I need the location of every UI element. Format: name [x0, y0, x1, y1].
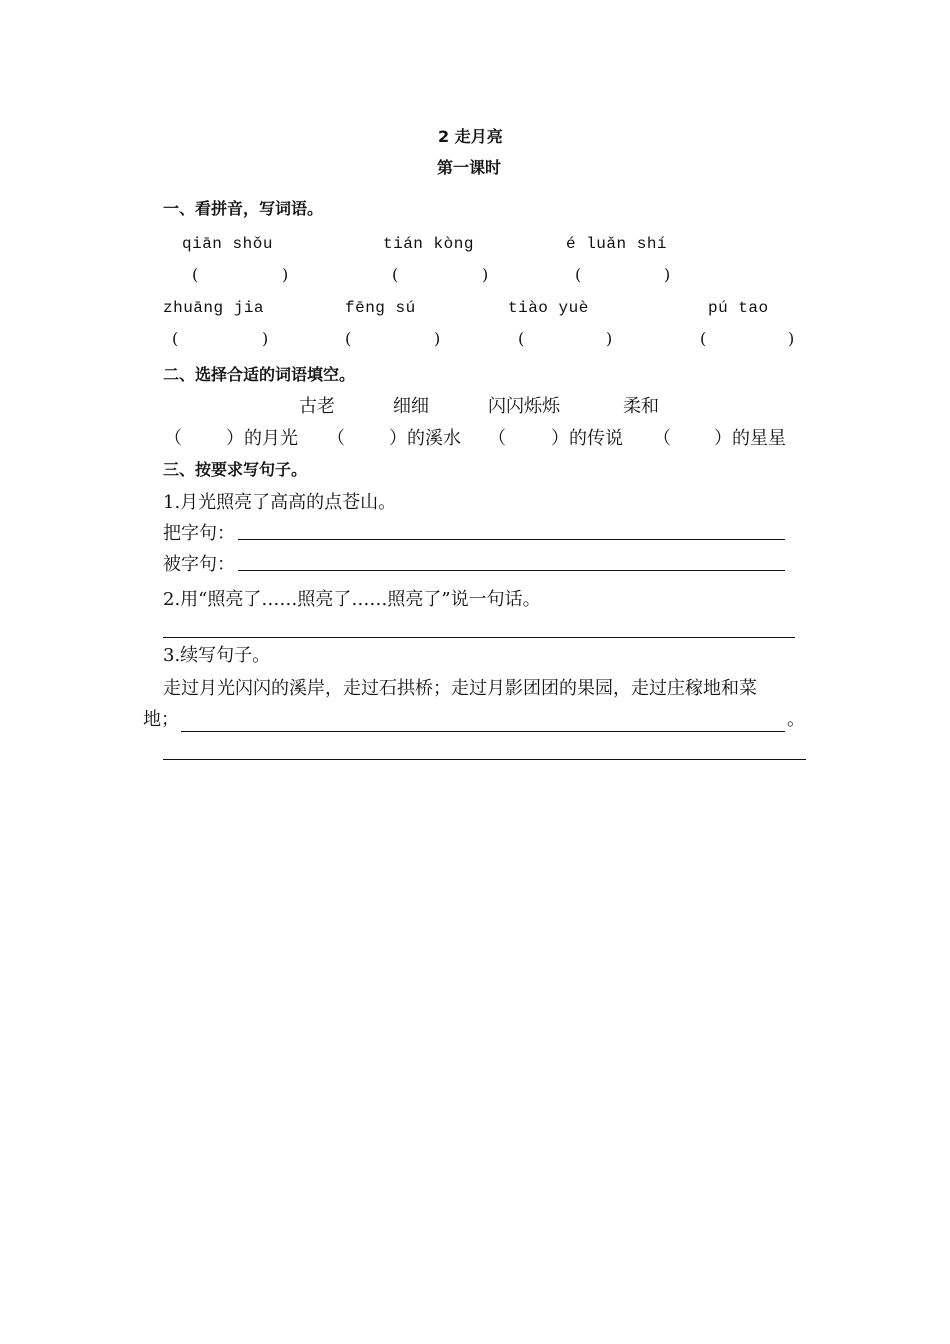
word-option: 古老 — [299, 396, 335, 417]
bei-answer-line[interactable] — [238, 570, 785, 571]
pinyin-qianshou: qiān shǒu — [182, 235, 273, 253]
fill-blank-open: （ — [653, 428, 671, 449]
word-option: 细细 — [393, 396, 429, 417]
fill-blank-item: ）的传说 — [551, 428, 623, 449]
question-3-continued: 地； — [143, 709, 179, 730]
question-3-period: 。 — [787, 709, 805, 730]
pinyin-tiaoyue: tiào yuè — [508, 299, 589, 317]
answer-paren-open: ( — [700, 329, 707, 348]
word-option: 柔和 — [623, 396, 659, 417]
question-3: 3.续写句子。 — [163, 645, 271, 666]
pinyin-fengsu: fēng sú — [345, 299, 416, 317]
answer-paren-open: ( — [392, 265, 399, 284]
answer-paren-open: ( — [192, 265, 199, 284]
q3-answer-line[interactable] — [181, 731, 785, 732]
fill-blank-item: ）的星星 — [714, 428, 786, 449]
fill-blank-open: （ — [164, 428, 182, 449]
question-2: 2.用“照亮了……照亮了……照亮了”说一句话。 — [163, 589, 541, 610]
answer-paren-close: ) — [282, 265, 289, 284]
q3-answer-line-2[interactable] — [163, 759, 806, 760]
fill-blank-item: ）的溪水 — [389, 428, 461, 449]
answer-paren-open: ( — [345, 329, 352, 348]
answer-paren-open: ( — [575, 265, 582, 284]
ba-sentence-label: 把字句： — [163, 523, 235, 544]
question-3-text: 走过月光闪闪的溪岸，走过石拱桥；走过月影团团的果园，走过庄稼地和菜 — [163, 678, 757, 699]
bei-sentence-label: 被字句： — [163, 554, 235, 575]
answer-paren-close: ) — [434, 329, 441, 348]
q2-answer-line[interactable] — [163, 637, 795, 638]
answer-paren-close: ) — [482, 265, 489, 284]
answer-paren-close: ) — [788, 329, 795, 348]
fill-blank-open: （ — [327, 428, 345, 449]
ba-answer-line[interactable] — [238, 539, 785, 540]
section3-heading: 三、按要求写句子。 — [163, 460, 308, 479]
section1-heading: 一、看拼音，写词语。 — [163, 199, 324, 218]
answer-paren-open: ( — [172, 329, 179, 348]
question-1: 1.月光照亮了高高的点苍山。 — [163, 492, 397, 513]
answer-paren-close: ) — [664, 265, 671, 284]
pinyin-putao: pú tao — [708, 299, 769, 317]
pinyin-tiankong: tián kòng — [383, 235, 474, 253]
word-option: 闪闪烁烁 — [488, 396, 560, 417]
fill-blank-open: （ — [488, 428, 506, 449]
answer-paren-close: ) — [606, 329, 613, 348]
fill-blank-item: ）的月光 — [226, 428, 298, 449]
answer-paren-open: ( — [518, 329, 525, 348]
pinyin-zhuangjia: zhuāng jia — [163, 299, 265, 317]
page-title: 2 走月亮 — [438, 127, 503, 146]
answer-paren-close: ) — [262, 329, 269, 348]
page-subtitle: 第一课时 — [437, 158, 502, 177]
pinyin-eluanshi: é luǎn shí — [566, 235, 668, 253]
section2-heading: 二、选择合适的词语填空。 — [163, 365, 356, 384]
